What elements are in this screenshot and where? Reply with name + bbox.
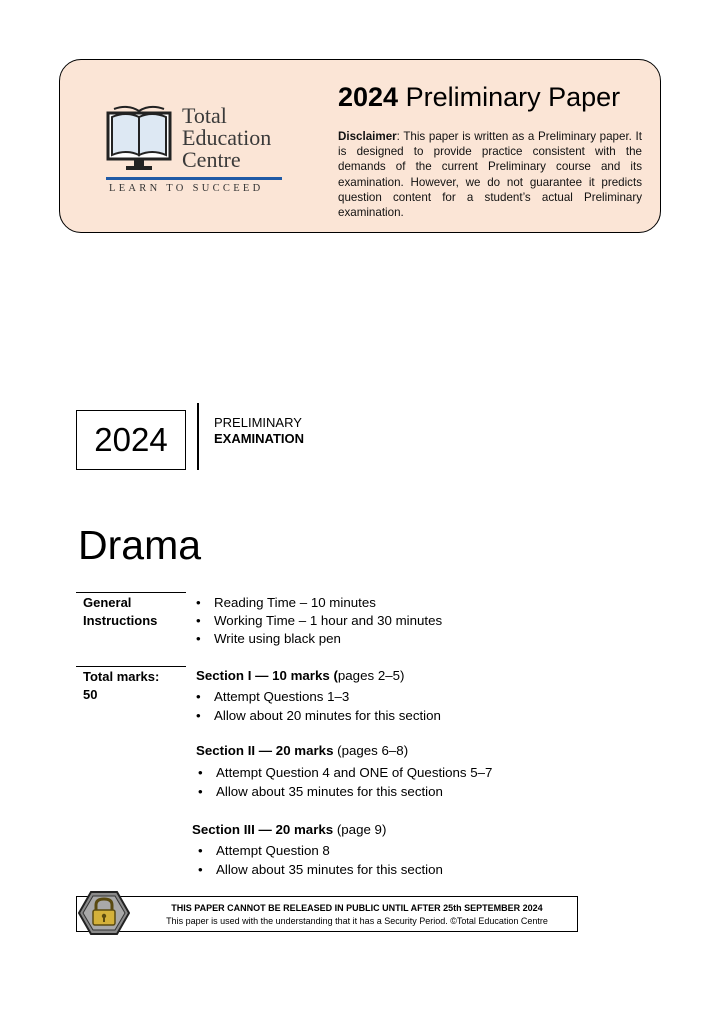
exam-type-line-2: EXAMINATION	[214, 431, 305, 446]
bullet-icon: •	[196, 708, 201, 723]
marks-value: 50	[83, 687, 98, 702]
list-item: • Attempt Question 8	[198, 842, 330, 861]
bullet-icon: •	[198, 862, 203, 877]
paper-title	[338, 82, 620, 113]
list-item: • Allow about 35 minutes for this section	[198, 861, 443, 880]
list-item: • Reading Time – 10 minutes	[196, 594, 376, 613]
bullet-icon: •	[196, 613, 201, 628]
footer-security-note: This paper is used with the understanding that it has a Security Period. ©Total Education Centre	[166, 916, 548, 926]
logo-wordmark	[182, 105, 271, 171]
paper-title-rest: Preliminary Paper	[405, 82, 621, 112]
marks-rule	[76, 666, 186, 667]
bullet-icon: •	[198, 765, 203, 780]
paper-title-year: 2024	[338, 82, 399, 112]
exam-year-box	[76, 410, 186, 470]
disclaimer	[338, 129, 642, 220]
exam-year: 2024	[94, 421, 168, 458]
list-item: • Working Time – 1 hour and 30 minutes	[196, 612, 442, 631]
section-3-heading: Section III — 20 marks (page 9)	[192, 822, 387, 837]
section-1-heading: Section I — 10 marks (pages 2–5)	[196, 668, 405, 683]
bullet-icon: •	[196, 689, 201, 704]
logo	[104, 105, 284, 195]
padlock-icon	[78, 891, 130, 935]
bullet-icon: •	[196, 595, 201, 610]
list-item: • Attempt Question 4 and ONE of Questions 5–7	[198, 764, 492, 783]
logo-line-2: Education	[182, 125, 272, 150]
disclaimer-label: Disclaimer	[338, 130, 397, 143]
list-item: • Allow about 20 minutes for this section	[196, 707, 441, 726]
security-footer	[76, 896, 578, 932]
list-item: • Allow about 35 minutes for this section	[198, 783, 443, 802]
general-label-2: Instructions	[83, 613, 158, 628]
list-item: • Write using black pen	[196, 630, 341, 649]
logo-line-3: Centre	[182, 147, 241, 172]
section-2-heading: Section II — 20 marks (pages 6–8)	[196, 743, 409, 758]
divider-vertical	[197, 403, 199, 470]
marks-label: Total marks:	[83, 669, 160, 684]
footer-release-notice: THIS PAPER CANNOT BE RELEASED IN PUBLIC UNTIL AFTER 25th SEPTEMBER 2024	[171, 903, 543, 913]
bullet-icon: •	[198, 784, 203, 799]
subject-title: Drama	[78, 522, 202, 568]
logo-rule	[106, 177, 282, 180]
book-monitor-icon	[104, 105, 178, 173]
logo-tagline: LEARN TO SUCCEED	[109, 183, 264, 194]
general-rule	[76, 592, 186, 593]
list-item: • Attempt Questions 1–3	[196, 688, 349, 707]
bullet-icon: •	[198, 843, 203, 858]
bullet-icon: •	[196, 631, 201, 646]
disclaimer-text: : This paper is written as a Preliminary paper. It is designed to provide practice consistent with the demands of the current Preliminary course and its examination. However, we do not guarantee it predicts question content for a student’s actual Preliminary examination.	[338, 130, 642, 220]
exam-type-line-1: PRELIMINARY	[214, 415, 302, 430]
logo-line-1: Total	[182, 103, 227, 128]
general-label-1: General	[83, 595, 132, 610]
